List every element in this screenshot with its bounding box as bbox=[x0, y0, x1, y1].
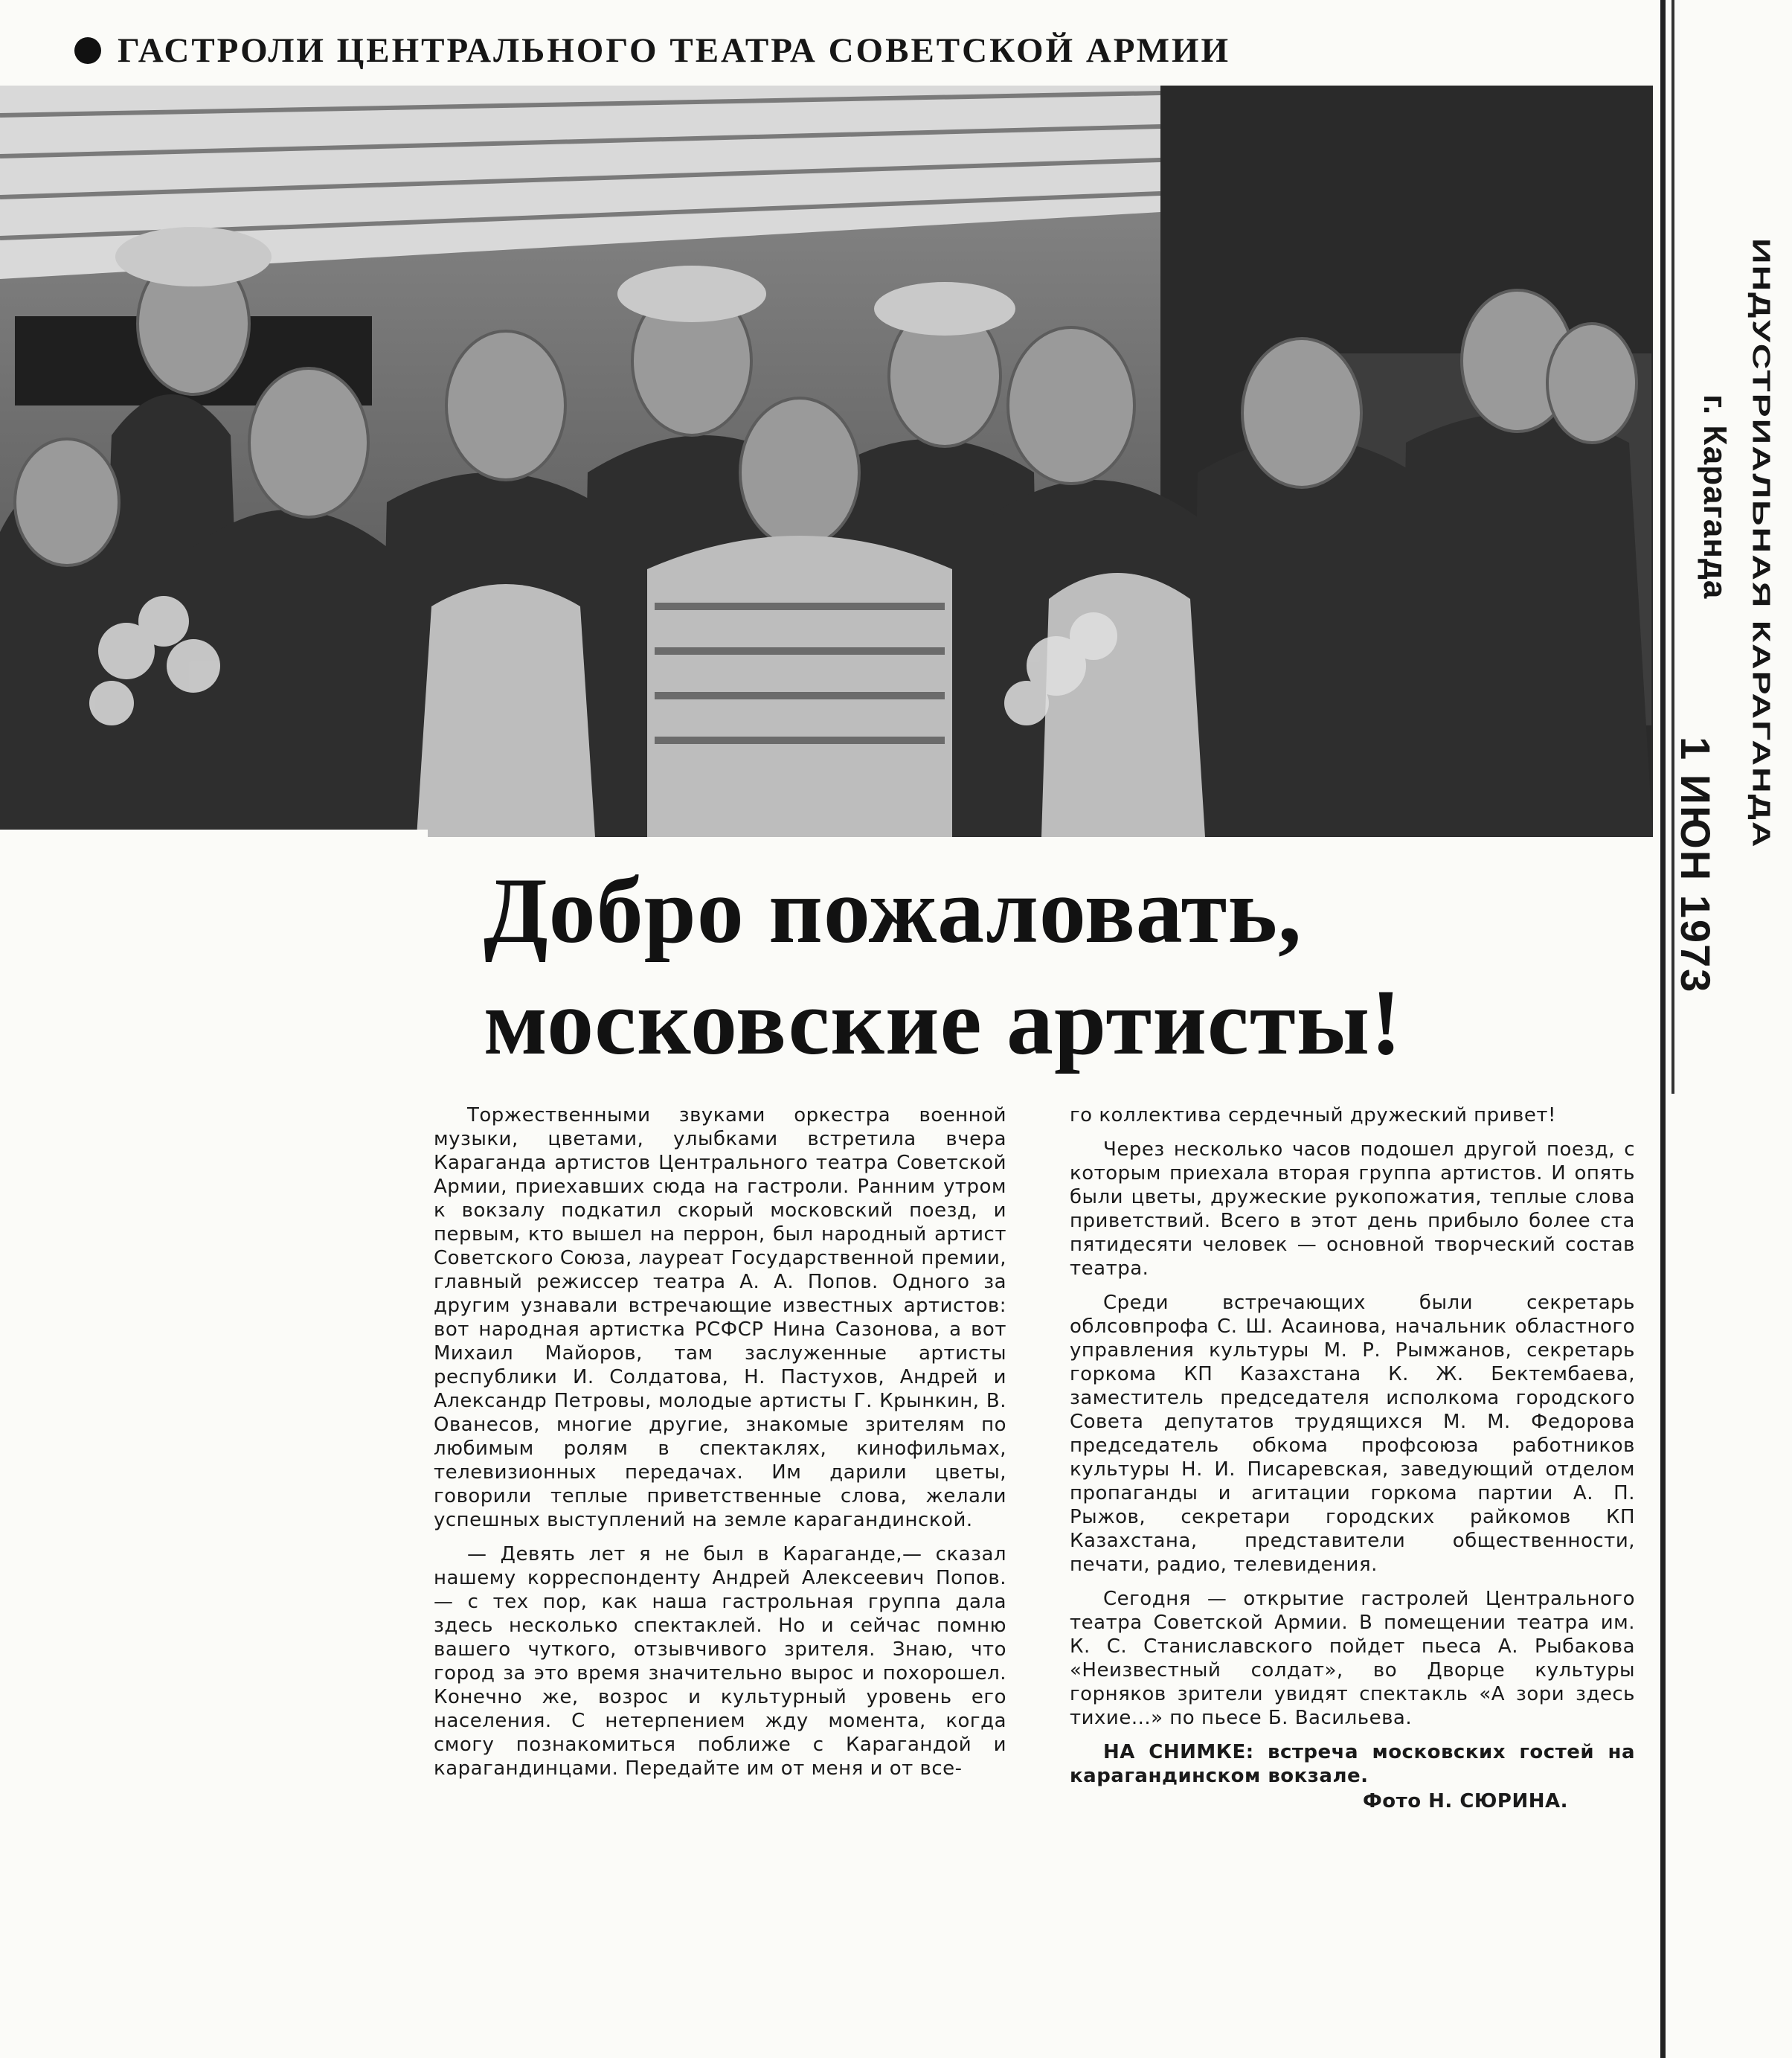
section-rubric bbox=[74, 28, 1265, 73]
paragraph: — Девять лет я не был в Караганде,— сказал нашему корреспонденту Андрей Алексеевич Попов.— с тех пор, как наша гастрольная группа дала здесь несколько спектаклей. Но и сейчас помню вашего чуткого, отзывчивого зрителя. Знаю, что город за это время значительно вырос и похорошел. Конечно же, возрос и культурный уровень его населения. С нетерпением жду момента, когда смогу познакомиться поближе с Карагандой и карагандинцами. Передайте им от меня и от все- bbox=[434, 1543, 1006, 1780]
headline-line-1: Добро пожаловать, bbox=[484, 859, 1303, 963]
stamp-newspaper: ИНДУСТРИАЛЬНАЯ КАРАГАНДА bbox=[1747, 238, 1776, 849]
paragraph: Через несколько часов подошел другой поезд, с которым приехала вторая группа артистов. И опять были цветы, дружеские рукопожатия, теплые слова приветствий. Всего в этот день прибыло более ста пятидесяти человек — основной творческий состав театра. bbox=[1070, 1138, 1635, 1280]
paragraph: Среди встречающих были секретарь облсовпрофа С. Ш. Асаинова, начальник областного управления культуры М. Р. Рымжанов, секретарь горкома КП Казахстана К. Ж. Бектембаева, заместитель председателя исполкома городского Совета депутатов трудящихся М. М. Федорова председатель обкома профсоюза работников культуры Н. И. Писаревская, заведующий отделом пропаганды и агитации горкома партии А. П. Рыжов, секретари городских райкомов КП Казахстана, представители общественности, печати, радио, телевидения. bbox=[1070, 1292, 1635, 1576]
article-column-2 bbox=[1070, 1103, 1635, 1813]
photo-credit: Фото Н. СЮРИНА. bbox=[1363, 1790, 1568, 1812]
archive-stamp bbox=[1672, 238, 1787, 1086]
margin-rule bbox=[1660, 0, 1666, 2058]
headline bbox=[484, 856, 1451, 1079]
news-photo bbox=[0, 86, 1653, 837]
stamp-city: г. Караганда bbox=[1697, 394, 1733, 600]
paragraph: Сегодня — открытие гастролей Центрального театра Советской Армии. В помещении театра им. К. С. Станиславского пойдет пьеса А. Рыбакова «Неизвестный солдат», во Дворце культуры горняков зрители увидят спектакль «А зори здесь тихие...» по пьесе Б. Васильева. bbox=[1070, 1588, 1635, 1729]
photo-caption: НА СНИМКЕ: встреча московских гостей на карагандинском вокзале. bbox=[1070, 1741, 1635, 1787]
paragraph: го коллектива сердечный дружеский привет! bbox=[1070, 1104, 1556, 1126]
paragraph: Торжественными звуками оркестра военной музыки, цветами, улыбками встретила вчера Караганда артистов Центрального театра Советской Армии, приехавших сюда на гастроли. Ранним утром к вокзалу подкатил скорый московский поезд, и первым, кто вышел на перрон, был народный артист Советского Союза, лауреат Государственной премии, главный режиссер театра А. А. Попов. Одного за другим узнавали встречающие известных артистов: вот народная артистка РСФСР Нина Сазонова, а вот Михаил Майоров, там заслуженные артисты республики И. Солдатова, Н. Пастухов, Андрей и Александр Петровы, молодые артисты Г. Крынкин, В. Ованесов, многие другие, знакомые зрителям по любимым ролям в спектаклях, кинофильмах, телевизионных передачах. Им дарили цветы, говорили теплые приветственные слова, желали успешных выступлений на земле карагандинской. bbox=[434, 1104, 1006, 1531]
rubric-text: ГАСТРОЛИ ЦЕНТРАЛЬНОГО ТЕАТРА СОВЕТСКОЙ АРМИИ bbox=[118, 31, 1231, 70]
bullet-icon bbox=[74, 37, 101, 64]
stamp-date: 1 ИЮН 1973 bbox=[1672, 737, 1719, 994]
photo-illustration bbox=[0, 86, 1653, 837]
headline-line-2: московские артисты! bbox=[484, 971, 1403, 1074]
article-column-1 bbox=[434, 1103, 1006, 1791]
photo-bottom-edge bbox=[0, 830, 428, 837]
